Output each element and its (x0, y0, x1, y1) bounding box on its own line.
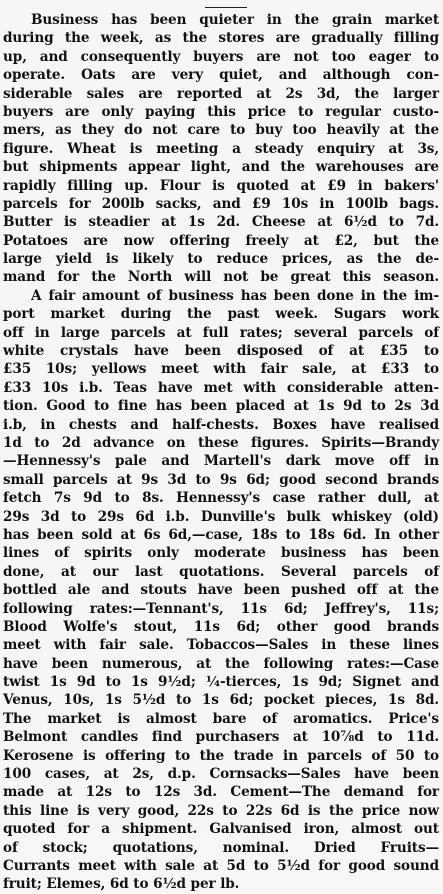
article-line: up, and consequently buyers are not too eager to (3, 48, 439, 65)
market-report-article (3, 11, 439, 894)
article-line: off in large parcels at full rates; several parcels of (3, 324, 439, 341)
article-line: done, at our last quotations. Several parcels of (3, 563, 439, 580)
article-line: Venus, 10s, 1s 5½d to 1s 6d; pocket pieces, 1s 8d. (3, 692, 439, 709)
article-line: parcels for 200lb sacks, and £9 10s in 100lb bags. (3, 195, 439, 212)
article-line: £35 10s; yellows meet with fair sale, at £33 to (3, 361, 439, 378)
article-line: Belmont candles find purchasers at 10⅞d to 11d. (3, 729, 439, 746)
article-line: mers, as they do not care to buy too heavily at the (3, 122, 439, 139)
article-line: Potatoes are now offering freely at £2, but the (3, 232, 439, 249)
article-line: during the week, as the stores are gradually filling (3, 30, 439, 47)
article-line: The market is almost bare of aromatics. Price's (3, 710, 439, 727)
article-line: Currants meet with sale at 5d to 5½d for good sound (3, 857, 439, 874)
article-line: bottled ale and stouts have been pushed off at the (3, 582, 439, 599)
article-line: —Hennessy's pale and Martell's dark move off in (3, 453, 439, 470)
article-line: meet with fair sale. Tobaccos—Sales in these lines (3, 637, 439, 654)
article-line: lines of spirits only moderate business has been (3, 545, 439, 562)
article-line: 29s 3d to 29s 6d i.b. Dunville's bulk whiskey (old) (3, 508, 439, 525)
article-line: rapidly filling up. Flour is quoted at £9 in bakers' (3, 177, 439, 194)
article-line: following rates:—Tennant's, 11s 6d; Jeffrey's, 11s; (3, 600, 439, 617)
article-line: fetch 7s 9d to 8s. Hennessy's case rather dull, at (3, 490, 439, 507)
article-line: 1d to 2d advance on these figures. Spirits—Brandy (3, 434, 439, 451)
article-line: siderable sales are reported at 2s 3d, the larger (3, 85, 439, 102)
article-line: i.b, in chests and half-chests. Boxes have realised (3, 416, 439, 433)
article-line: A fair amount of business has been done in the im- (31, 287, 439, 304)
article-line: 100 cases, at 2s, d.p. Cornsacks—Sales have been (3, 766, 439, 783)
article-line: small parcels at 9s 3d to 9s 6d; good second brands (3, 471, 439, 488)
article-line: £33 10s i.b. Teas have met with considerable atten- (3, 379, 439, 396)
article-line: Business has been quieter in the grain market (31, 12, 439, 28)
article-line: white crystals have been disposed of at £35 to (3, 343, 439, 360)
article-line: quoted for a shipment. Galvanised iron, almost out (3, 821, 439, 838)
article-line: made at 12s to 12s 3d. Cement—The demand for (3, 784, 439, 801)
column-rule (205, 7, 247, 8)
article-line: buyers are only paying this price to regular custo- (3, 103, 439, 120)
article-line: operate. Oats are very quiet, and although con- (3, 67, 439, 84)
article-line: Butter is steadier at 1s 2d. Cheese at 6½d to 7d. (3, 214, 439, 231)
article-line: this line is very good, 22s to 22s 6d is the price now (3, 802, 439, 819)
article-line: Kerosene is offering to the trade in parcels of 50 to (3, 747, 439, 764)
article-line: of stock; quotations, nominal. Dried Fruits— (3, 839, 439, 856)
article-line: large yield is likely to reduce prices, as the de- (3, 251, 439, 268)
article-line: has been sold at 6s 6d,—case, 18s to 18s 6d. In other (3, 526, 439, 543)
article-line: mand for the North will not be great this season. (3, 269, 439, 286)
article-line: but shipments appear light, and the warehouses are (3, 159, 439, 176)
article-line: port market during the past week. Sugars work (3, 306, 439, 323)
article-line: fruit; Elemes, 6d to 6½d per lb. (3, 876, 240, 893)
article-line: Blood Wolfe's stout, 11s 6d; other good brands (3, 618, 439, 635)
article-line: have been numerous, at the following rates:—Case (3, 655, 439, 672)
article-line: tion. Good to fine has been placed at 1s 9d to 2s 3d (3, 398, 439, 415)
article-line: figure. Wheat is meeting a steady enquiry at 3s, (3, 140, 439, 157)
article-line: twist 1s 9d to 1s 9½d; ¼-tierces, 1s 9d; Signet and (3, 674, 439, 691)
